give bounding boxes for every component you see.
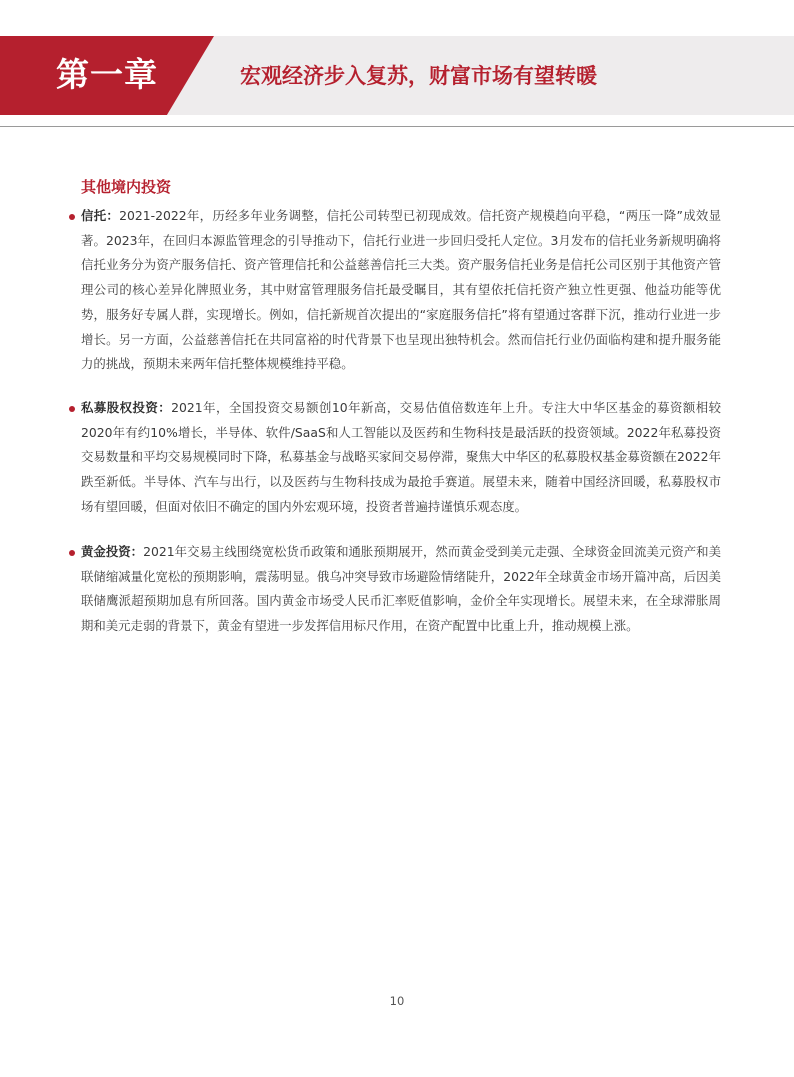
page-number: 10 xyxy=(389,994,405,1008)
bullet-icon xyxy=(69,550,75,556)
paragraph-body: 2021年交易主线围绕宽松货币政策和通胀预期展开，然而黄金受到美元走强、全球资金回流美元资产和美联储缩减量化宽松的预期影响，震荡明显。俄乌冲突导致市场避险情绪陡升，2022年全球黄金市场开篇冲高，后因美联储鹰派超预期加息有所回落。国内黄金市场受人民币汇率贬值影响，金价全年实现增长。展望未来，在全球滞胀周期和美元走弱的背景下，黄金有望进一步发挥信用标尺作用，在资产配置中比重上升，推动规模上涨。 xyxy=(81,544,721,634)
paragraph-lead: 私募股权投资： xyxy=(81,400,172,415)
paragraph-body: 2021年，全国投资交易额创10年新高，交易估值倍数连年上升。专注大中华区基金的募资额相较2020年有约10%增长，半导体、软件/SaaS和人工智能以及医药和生物科技是最活跃的投资领域。2022年私募投资交易数量和平均交易规模同时下降，私募基金与战略买家间交易停滞，聚焦大中华区的私募股权基金募资额在2022年跌至新低。半导体、汽车与出行，以及医药与生物科技成为最抢手赛道。展望未来，随着中国经济回暖，私募股权市场有望回暖，但面对依旧不确定的国内外宏观环境，投资者普遍持谨慎乐观态度。 xyxy=(81,400,721,514)
paragraph-body: 2021-2022年，历经多年业务调整，信托公司转型已初现成效。信托资产规模趋向平稳，“两压一降”成效显著。2023年，在回归本源监管理念的引导推动下，信托行业进一步回归受托人定位。3月发布的信托业务新规明确将信托业务分为资产服务信托、资产管理信托和公益慈善信托三大类。资产服务信托业务是信托公司区别于其他资产管理公司的核心差异化牌照业务，其中财富管理服务信托最受瞩目，其有望依托信托资产独立性更强、他益功能等优势，服务好专属人群，实现增长。例如，信托新规首次提出的“家庭服务信托”将有望通过客群下沉，推动行业进一步增长。另一方面，公益慈善信托在共同富裕的时代背景下也呈现出独特机会。然而信托行业仍面临构建和提升服务能力的挑战，预期未来两年信托整体规模维持平稳。 xyxy=(81,208,721,372)
paragraph-lead: 信托： xyxy=(81,208,120,223)
section-heading: 其他境内投资 xyxy=(81,178,172,196)
paragraph-lead: 黄金投资： xyxy=(81,544,144,559)
paragraph-gold xyxy=(81,540,721,639)
header-divider xyxy=(0,126,794,127)
bullet-icon xyxy=(69,406,75,412)
bullet-icon xyxy=(69,214,75,220)
paragraph-private-equity xyxy=(81,396,721,520)
chapter-title: 宏观经济步入复苏，财富市场有望转暖 xyxy=(240,64,597,88)
chapter-label: 第一章 xyxy=(56,55,158,94)
paragraph-trust xyxy=(81,204,721,377)
